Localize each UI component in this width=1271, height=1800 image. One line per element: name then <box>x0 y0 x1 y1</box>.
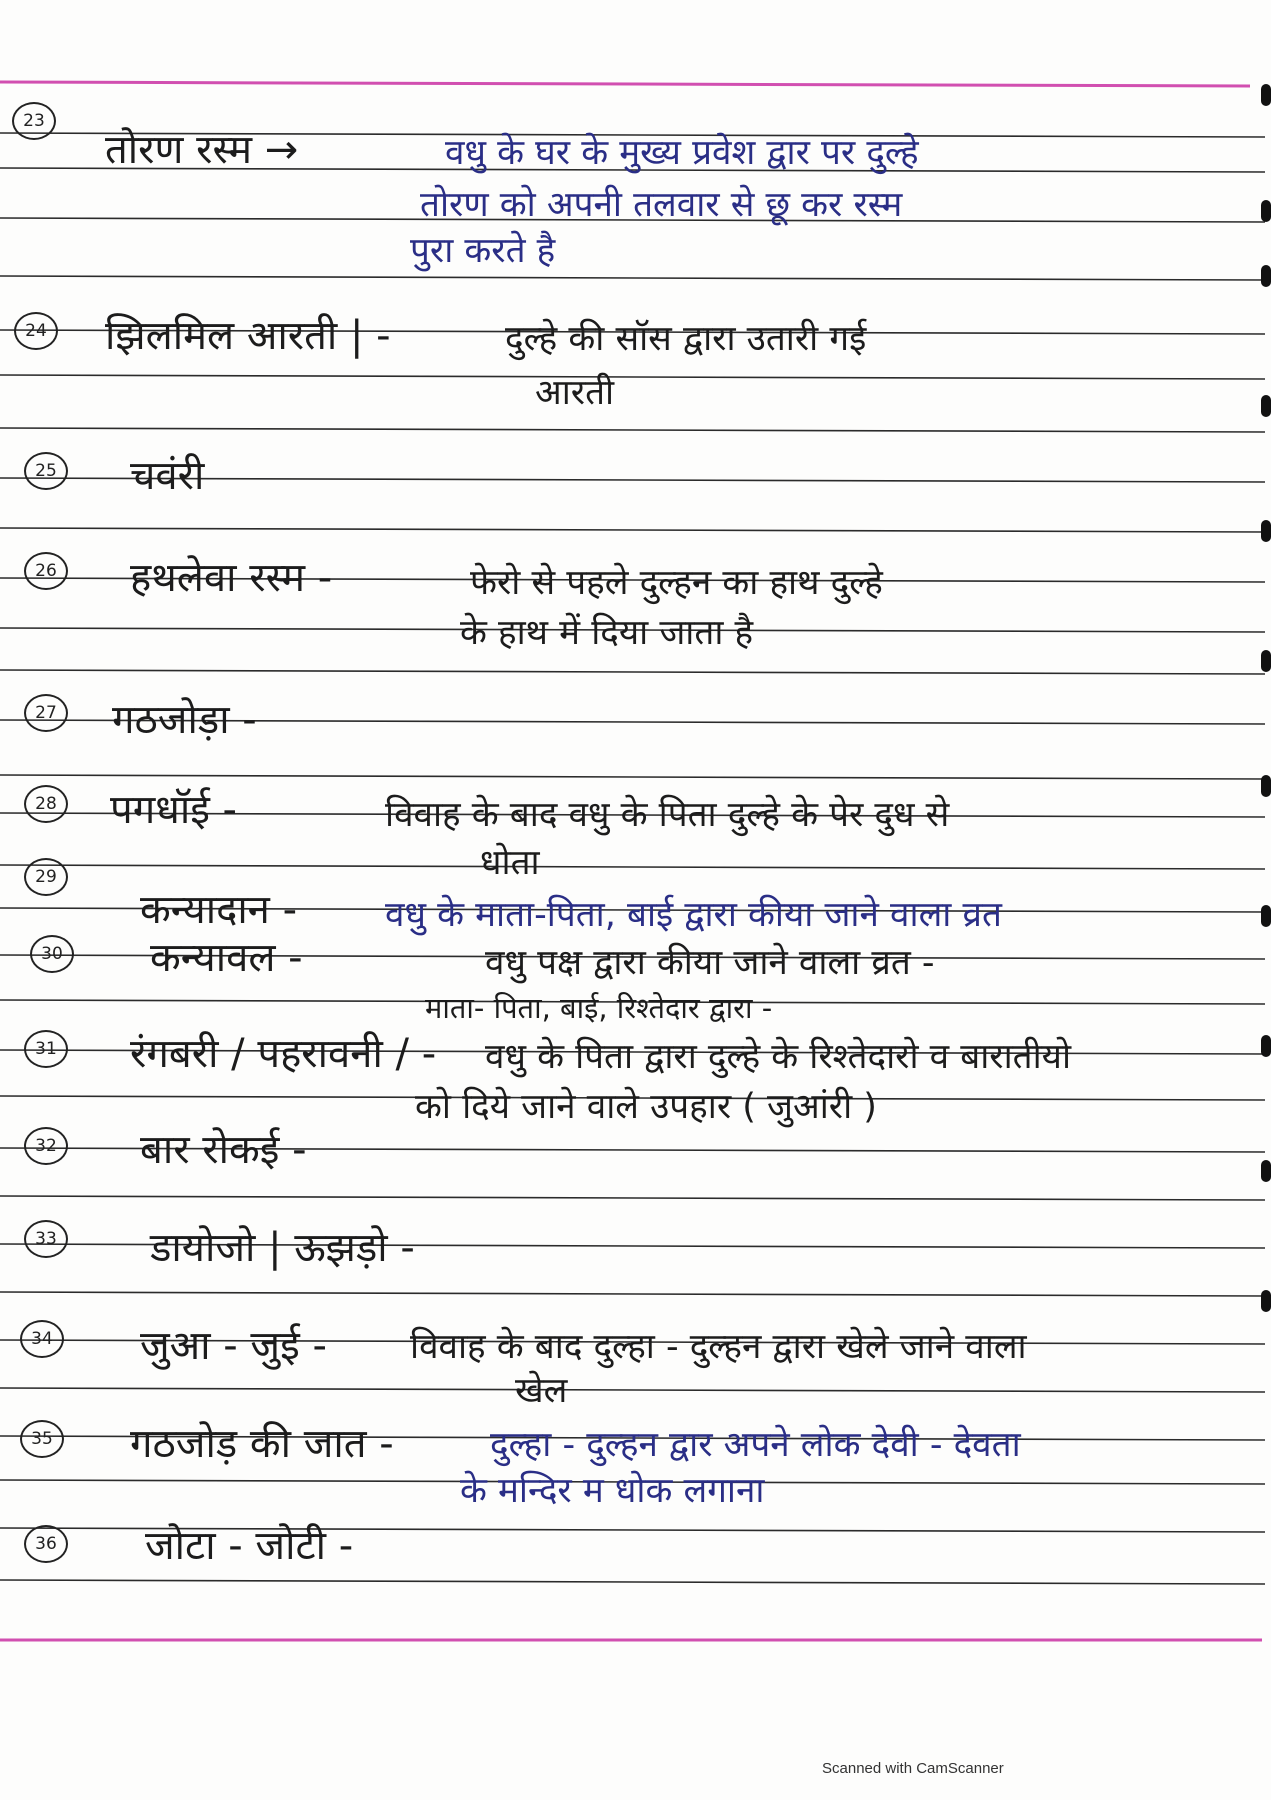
item-number-badge: 29 <box>24 858 68 896</box>
item-definition-line: वधु के पिता द्वारा दुल्हे के रिश्तेदारो व बारातीयो <box>485 1037 1072 1077</box>
item-definition-line: फेरो से पहले दुल्हन का हाथ दुल्हे <box>470 563 883 603</box>
item-term: जुआ - जुई - <box>140 1323 327 1369</box>
item-definition-line: को दिये जाने वाले उपहार ( जुआंरी ) <box>415 1087 877 1127</box>
rule-line <box>0 1196 1265 1200</box>
item-definition-line: वधु के घर के मुख्य प्रवेश द्वार पर दुल्हे <box>445 133 919 173</box>
binding-hole <box>1261 905 1271 927</box>
rule-line <box>0 1292 1265 1296</box>
item-definition-line: खेल <box>515 1371 568 1411</box>
item-definition-line: दुल्हे की सॉस द्वारा उतारी गई <box>505 319 867 359</box>
binding-hole <box>1261 265 1271 287</box>
rule-line <box>0 865 1265 869</box>
binding-hole <box>1261 1160 1271 1182</box>
rule-line <box>0 670 1265 674</box>
item-term: पगधॉई - <box>110 787 237 833</box>
item-number-badge: 28 <box>24 785 68 823</box>
item-number-badge: 36 <box>24 1525 68 1563</box>
item-number-badge: 35 <box>20 1420 64 1458</box>
item-term: डायोजो | ऊझड़ो - <box>150 1225 415 1271</box>
item-number-badge: 27 <box>24 694 68 732</box>
item-definition-line: के मन्दिर म धोक लगाना <box>460 1471 765 1511</box>
item-term: तोरण रस्म → <box>105 127 299 173</box>
rule-line <box>0 528 1265 532</box>
item-definition-line: के हाथ में दिया जाता है <box>460 613 754 653</box>
item-term: बार रोकई - <box>140 1127 307 1173</box>
item-term: कन्यादान - <box>140 887 298 933</box>
binding-hole <box>1261 1035 1271 1057</box>
item-number-badge: 25 <box>24 452 68 490</box>
item-definition-line: आरती <box>535 373 615 413</box>
item-number-badge: 31 <box>24 1030 68 1068</box>
item-term: चवंरी <box>130 453 205 499</box>
rule-line <box>0 428 1265 432</box>
item-term: गठजोड़ की जात - <box>130 1421 394 1467</box>
scanner-watermark: Scanned with CamScanner <box>822 1760 1004 1777</box>
item-definition-line: वधु पक्ष द्वारा कीया जाने वाला व्रत - <box>485 943 935 983</box>
binding-hole <box>1261 1290 1271 1312</box>
item-number-badge: 26 <box>24 552 68 590</box>
item-number-badge: 32 <box>24 1127 68 1165</box>
item-term: रंगबरी / पहरावनी / - <box>130 1031 437 1077</box>
rule-line <box>0 276 1265 280</box>
item-definition-line: दुल्हा - दुल्हन द्वार अपने लोक देवी - देवता <box>490 1425 1021 1465</box>
item-number-badge: 24 <box>14 312 58 350</box>
top-margin-line <box>0 82 1250 86</box>
binding-hole <box>1261 650 1271 672</box>
binding-hole <box>1261 200 1271 222</box>
rule-line <box>0 775 1265 779</box>
item-number-badge: 30 <box>30 935 74 973</box>
item-definition-line: पुरा करते है <box>410 231 556 271</box>
binding-hole <box>1261 395 1271 417</box>
item-term: गठजोड़ा - <box>112 697 257 743</box>
item-definition-line: विवाह के बाद वधु के पिता दुल्हे के पेर दुध से <box>385 795 950 835</box>
item-term: झिलमिल आरती | - <box>105 313 391 359</box>
item-term: हथलेवा रस्म - <box>130 555 333 601</box>
item-number-badge: 34 <box>20 1320 64 1358</box>
item-definition-line: वधु के माता-पिता, बाई द्वारा कीया जाने वाला व्रत <box>385 895 1002 935</box>
rule-line <box>0 375 1265 379</box>
item-definition-line: धोता <box>480 843 540 883</box>
item-term: जोटा - जोटी - <box>145 1523 354 1569</box>
rule-line <box>0 1580 1265 1584</box>
binding-hole <box>1261 520 1271 542</box>
item-definition-line: विवाह के बाद दुल्हा - दुल्हन द्वारा खेले जाने वाला <box>410 1327 1027 1367</box>
rule-line <box>0 1388 1265 1392</box>
binding-hole <box>1261 84 1271 106</box>
item-definition-line: तोरण को अपनी तलवार से छू कर रस्म <box>420 185 903 225</box>
item-number-badge: 23 <box>12 102 56 140</box>
item-term: कन्यावल - <box>150 935 303 981</box>
item-number-badge: 33 <box>24 1220 68 1258</box>
binding-hole <box>1261 775 1271 797</box>
item-definition-line: माता- पिता, बाई, रिश्तेदार द्वारा - <box>425 991 773 1025</box>
